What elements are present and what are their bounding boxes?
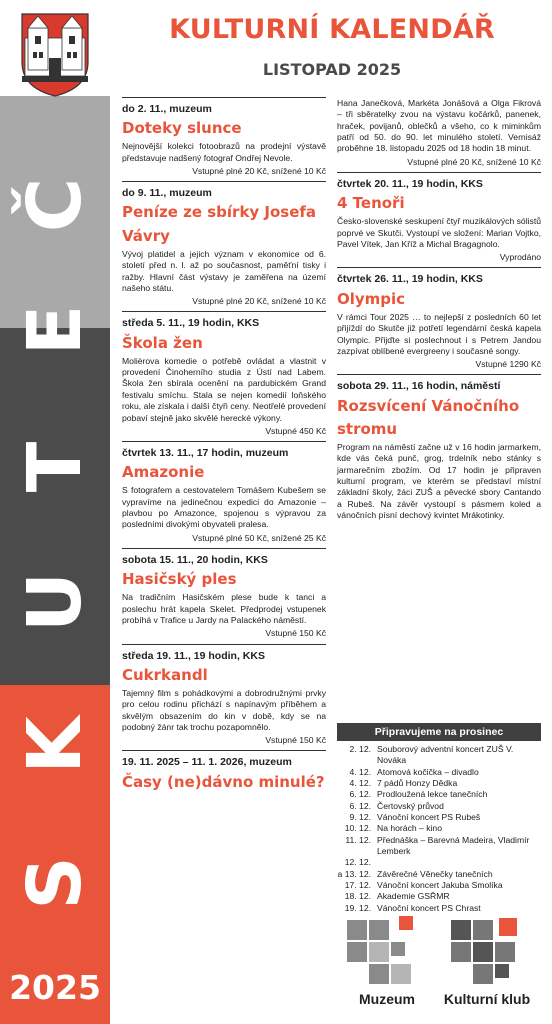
event-item	[337, 172, 541, 268]
list-item	[337, 869, 541, 880]
event-description: Nejnovější kolekci fotoobrazů na prodejní výstavě představuje nadšený fotograf Ondřej Nevole.	[122, 141, 326, 163]
town-crest-icon	[18, 10, 92, 98]
event-when: sobota 29. 11., 16 hodin, náměstí	[337, 380, 501, 393]
event-item	[122, 97, 326, 181]
event-description: Hana Janečková, Markéta Jonášová a Olga Fikrová – tři sběratelky zvou na výstavu kočárků, panenek, hraček, povijanů, oblečků a všeho, co k miminkům patří od 50. do 90. let minulého století. Vernisáž proběhne 18. listopadu 2025 od 18 hodin 18 minut.	[337, 98, 541, 154]
item-text: Vánoční koncert PS Chrast	[377, 902, 481, 913]
december-heading: Připravujeme na prosinec	[337, 723, 541, 741]
event-description: Molièrova komedie o potřebě ovládat a vlastnit v provedení Činoherního studia z Ústí nad Labem. Škola žen sbírala ocenění na pardubickém Grand festivalu smíchu. Stala se nejen komedií loňského roku, ale získala i další čtyři ceny. Neotřelé provedení pobaví stejně jako skvělé herecké výkony.	[122, 355, 326, 423]
event-when: sobota 15. 11., 20 hodin, KKS	[122, 553, 268, 566]
item-date: 11. 12.	[345, 834, 371, 845]
item-text: Závěrečné Věnečky tanečních	[377, 868, 493, 879]
item-text: Atomová kočička – divadlo	[377, 766, 479, 777]
kulturni-klub-logo	[437, 912, 537, 1012]
klub-logo-icon	[437, 912, 537, 990]
list-item	[337, 778, 541, 789]
list-item	[337, 891, 541, 902]
muzeum-logo	[337, 912, 437, 1012]
item-date: a 13. 12.	[337, 868, 371, 879]
item-text: Souborový adventní koncert ZUŠ V. Nováka	[377, 744, 514, 766]
event-item	[122, 750, 326, 797]
event-when: čtvrtek 13. 11., 17 hodin, muzeum	[122, 447, 289, 460]
band-letters	[0, 96, 110, 966]
item-date: 2. 12.	[349, 744, 371, 754]
item-text: Akademie GSŘMR	[377, 891, 450, 902]
event-when: do 9. 11., muzeum	[122, 187, 212, 200]
item-date: 17. 12.	[344, 880, 371, 891]
side-band	[0, 0, 110, 1024]
event-item	[122, 181, 326, 311]
event-title: Amazonie	[122, 463, 205, 482]
item-date: 9. 12.	[349, 812, 371, 823]
band-letter: Č	[12, 177, 98, 233]
event-title: Peníze ze sbírky Josefa Vávry	[122, 203, 317, 245]
item-text: Vánoční koncert Jakuba Smolíka	[377, 880, 503, 891]
band-letter: K	[12, 716, 98, 774]
event-price: Vstupné 150 Kč	[265, 628, 326, 639]
item-date: 6. 12.	[349, 800, 371, 811]
band-letter: E	[12, 304, 98, 356]
list-item	[337, 801, 541, 812]
item-text: Na horách – kino	[377, 823, 442, 834]
event-description: Česko-slovenské seskupení čtyř muzikálových sólistů poprvé ve Skutči. Vystoupí ve složení: Marian Vojtko, Pavel Vítek, Jan Kříž a Michal Bragagnolo.	[337, 216, 541, 249]
event-item	[122, 548, 326, 644]
list-item	[337, 767, 541, 778]
event-item	[337, 374, 541, 525]
event-when: do 2. 11., muzeum	[122, 103, 212, 115]
event-title: Doteky slunce	[122, 119, 242, 138]
event-price: Vstupné plné 20 Kč, snížené 10 Kč	[192, 296, 326, 307]
list-item	[337, 789, 541, 800]
event-item	[337, 267, 541, 374]
event-description: V rámci Tour 2025 … to nejlepší z posledních 60 let přijíždí do Skutče již potřetí legendární česká kapela Olympic. Přijďte si poslechnout i s Petrem Jandou zazpívat oblíbené evergreeny i současné songy.	[337, 311, 541, 356]
event-description: Program na náměstí začne už v 16 hodin jarmarkem, kde vás čeká punč, grog, trdelník nebo stánky s jarmarečním zbožím. Od 17 hodin je připraven kulturní program, ve kterém se představí místní základní školy, žáci ZUŠ a pěvecké sbory Cantando a Rubeš. Na závěr vystoupí s pásmem koled a vánočních písní dechový kvintet Mrákotinky.	[337, 442, 541, 521]
list-item	[337, 823, 541, 834]
item-date: 18. 12.	[344, 891, 371, 902]
item-text: Prodloužená lekce tanečních	[377, 789, 488, 800]
event-price: Vyprodáno	[499, 252, 541, 263]
page-title: KULTURNÍ KALENDÁŘ	[169, 14, 495, 45]
event-when: čtvrtek 26. 11., 19 hodin, KKS	[337, 273, 483, 286]
item-date: 10. 12.	[344, 823, 371, 834]
event-description: S fotografem a cestovatelem Tomášem Kubešem se vypravíme na jedinečnou expedici do Amazonie – plavbou po Amazonce, spojenou s výpravou za posledními divokými obyvateli pralesa.	[122, 485, 326, 530]
event-item	[122, 441, 326, 548]
item-date: 19. 12.	[344, 902, 371, 913]
list-item	[337, 835, 541, 858]
event-title: Olympic	[337, 289, 406, 308]
item-text: Vánoční koncert PS Rubeš	[377, 812, 481, 823]
list-item	[337, 857, 541, 868]
muzeum-logo-label: Muzeum	[359, 991, 415, 1007]
event-when: středa 19. 11., 19 hodin, KKS	[122, 649, 265, 662]
event-price: Vstupné 150 Kč	[265, 735, 326, 746]
event-description: Vývoj platidel a jejich význam v ekonomice od 6. století před n. l. až po současnost, paměťní tisky i ražby. Hlavní část výstavy je zaměřena na území našeho státu.	[122, 248, 326, 293]
band-letter: U	[12, 571, 98, 633]
events-left-column	[122, 97, 326, 798]
item-date: 12. 12.	[344, 857, 371, 868]
event-price: Vstupné plné 20 Kč, snížené 10 Kč	[407, 156, 541, 167]
item-date: 6. 12.	[349, 789, 371, 800]
event-description: Tajemný film s pohádkovými a dobrodružnými prvky pro celou rodinu přichází s napínavým příběhem a skvělým obsazením do kin v době, kdy se na podobný žánr tak trochu pozapomnělo.	[122, 687, 326, 732]
event-title: Rozsvícení Vánočního stromu	[337, 396, 520, 438]
event-title: Škola žen	[122, 333, 203, 352]
events-right-column	[337, 97, 541, 525]
event-description: Na tradičním Hasičském plese bude k tanci a poslechu hrát kapela Skelet. Předprodej vstupenek probíhá v Trafice u Jardy na Palackého náměstí.	[122, 592, 326, 625]
event-title: 4 Tenoři	[337, 194, 405, 213]
event-when: čtvrtek 20. 11., 19 hodin, KKS	[337, 177, 483, 190]
event-price: Vstupné plné 50 Kč, snížené 25 Kč	[192, 532, 326, 543]
event-price: Vstupné 450 Kč	[265, 425, 326, 436]
item-text: Čertovský průvod	[377, 800, 444, 811]
event-when: středa 5. 11., 19 hodin, KKS	[122, 317, 260, 330]
item-text: Přednáška – Barevná Madeira, Vladimír Lemberk	[377, 834, 530, 857]
event-price: Vstupné plné 20 Kč, snížené 10 Kč	[192, 166, 326, 177]
muzeum-logo-icon	[337, 912, 437, 990]
event-title: Hasičský ples	[122, 570, 237, 589]
event-price: Vstupné 1290 Kč	[475, 359, 541, 370]
list-item	[337, 880, 541, 891]
event-item	[122, 311, 326, 441]
band-letter: T	[12, 441, 98, 493]
event-title: Časy (ne)dávno minulé?	[122, 772, 325, 791]
band-year: 2025	[9, 968, 101, 1007]
page-subtitle: LISTOPAD 2025	[262, 60, 402, 79]
december-preview	[337, 723, 541, 914]
event-when: 19. 11. 2025 – 11. 1. 2026, muzeum	[122, 756, 292, 769]
list-item	[337, 744, 541, 767]
event-item	[122, 644, 326, 751]
item-date: 4. 12.	[349, 766, 371, 777]
event-continuation	[337, 98, 541, 172]
list-item	[337, 812, 541, 823]
item-text: 7 pádů Honzy Dědka	[377, 778, 458, 789]
kulturni-klub-logo-label: Kulturní klub	[443, 991, 531, 1007]
item-text	[377, 857, 541, 868]
band-letter: S	[12, 856, 98, 910]
event-title: Cukrkandl	[122, 665, 208, 684]
item-date: 4. 12.	[349, 778, 371, 789]
